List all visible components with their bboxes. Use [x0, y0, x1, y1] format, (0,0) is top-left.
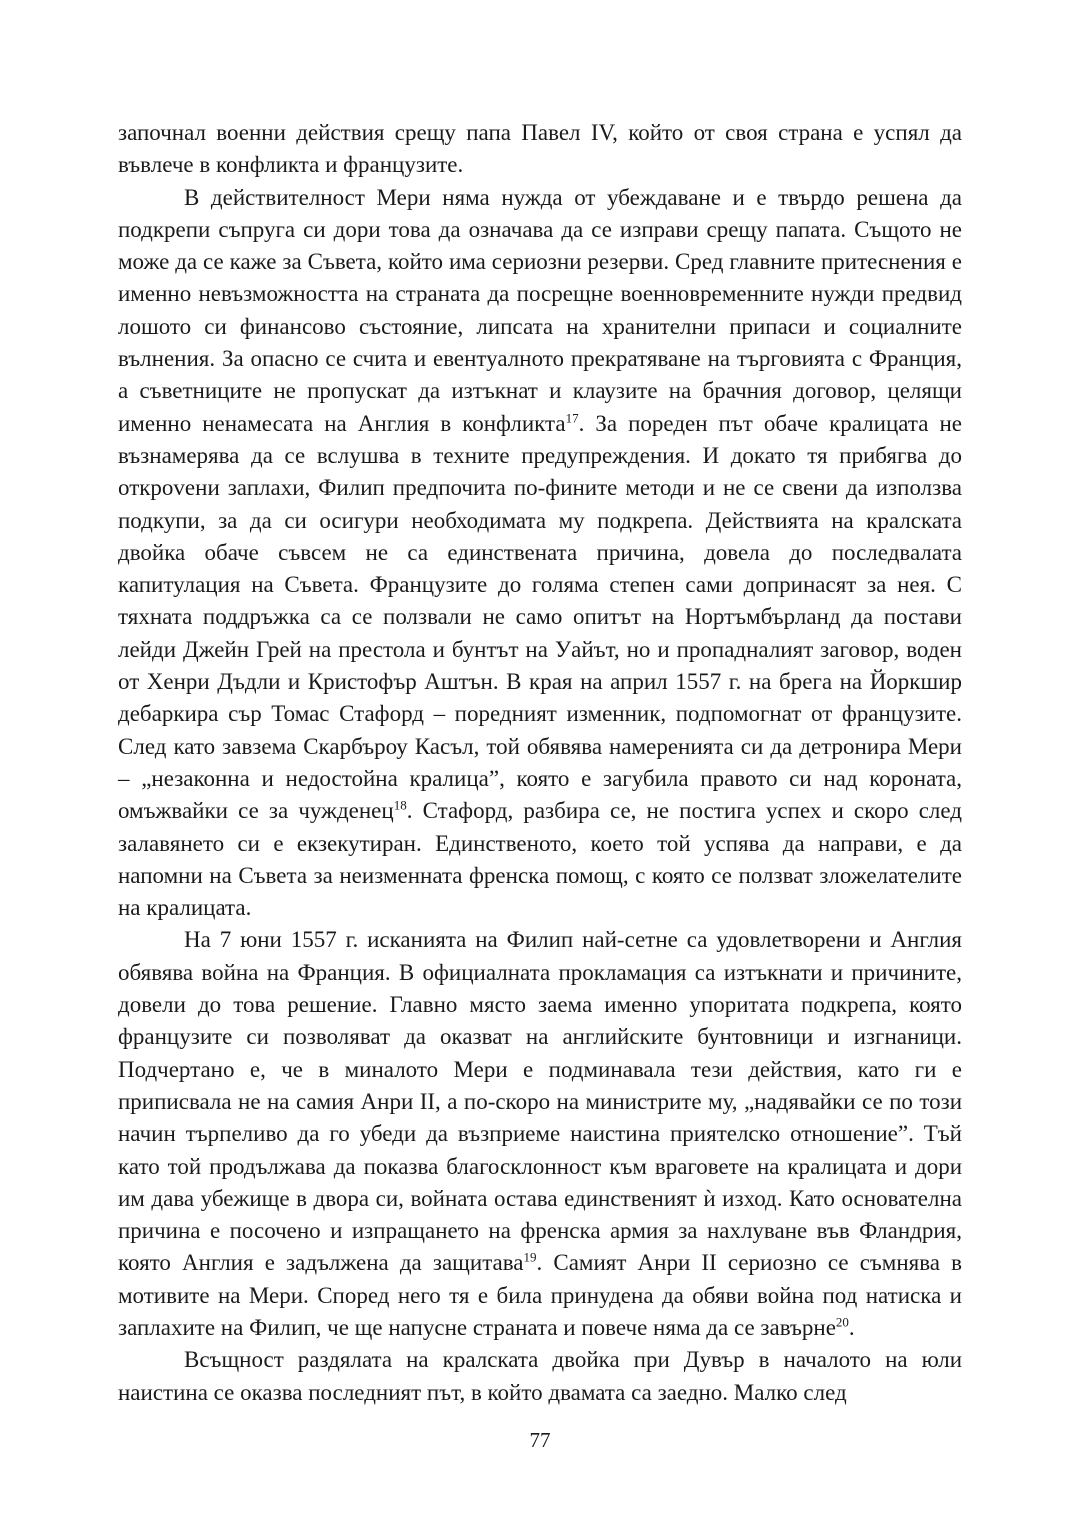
page-number: 77	[529, 1428, 551, 1452]
paragraph	[118, 117, 962, 182]
page-body	[118, 117, 962, 1409]
paragraph-text: . Самият Анри II сериозно се съмнява в мотивите на Мери. Според него тя е била принудена да обяви война под натиска и заплахите на Филип, че ще напусне страната и повече няма да се завърне	[118, 1250, 962, 1340]
paragraph	[118, 1344, 962, 1409]
paragraph-text: На 7 юни 1557 г. исканията на Филип най-сетне са удовлетворени и Англия обявява война на Франция. В официалната прокламация са изтъкнати и причините, довели до това решение. Главно място заема именно упоритата подкрепа, която французите си позволяват да оказват на английските бунтовници и изгнаници. Подчертано е, че в миналото Мери е подминавала тези действия, като ги е приписвала не на самия Анри II, а по-скоро на министрите му, „надявайки се по този начин търпеливо да го убеди да възприеме наистина приятелско отношение”. Тъй като той продължава да показва благосклонност към враговете на кралицата и дори им дава убежище в двора си, войната остава единственият ѝ изход. Като основателна причина е посочено и изпращането на френска армия за нахлуване във Фландрия, която Англия е задължена да защитава	[118, 927, 962, 1276]
paragraph	[118, 182, 962, 925]
footnote-ref[interactable]: 20	[835, 1314, 849, 1330]
paragraph-text: . Стафорд, разбира се, не постига успех и скоро след залавянето си е екзекутиран. Единственото, което той успява да направи, е да напомни на Съвета за неизменната френска помощ, с която се ползват зложелателите на кралицата.	[118, 798, 962, 921]
paragraph-text: .	[848, 1314, 855, 1340]
footnote-ref[interactable]: 19	[523, 1249, 537, 1265]
footnote-ref[interactable]: 17	[565, 410, 579, 426]
paragraph-text: започнал военни действия срещу папа Павел IV, който от своя страна е успял да въвлече в конфликта и французите.	[118, 120, 962, 178]
footnote-ref[interactable]: 18	[393, 797, 407, 813]
paragraph-text: Всъщност раздялата на кралската двойка при Дувър в началото на юли наистина се оказва последният път, в който двамата са заедно. Малко след	[118, 1347, 962, 1405]
paragraph	[118, 924, 962, 1344]
paragraph-text: В действителност Мери няма нужда от убеждаване и е твърдо решена да подкрепи съпруга си дори това да означава да се изправи срещу папата. Същото не може да се каже за Съвета, който има сериозни резерви. Сред главните притеснения е именно невъзможността на страната да посрещне военновременните нужди предвид лошото си финансово състояние, липсата на хранителни припаси и социалните вълнения. За опасно се счита и евентуалното прекратяване на търговията с Франция, а съветниците не пропускат да изтъкнат и клаузите на брачния договор, целящи именно ненамесата на Англия в конфликта	[118, 184, 962, 436]
paragraph-text: . За пореден път обаче кралицата не възнамерява да се вслушва в техните предупреждения. И докато тя прибягва до открovени заплахи, Филип предпочита по-фините методи и не се свени да използва подкупи, за да си осигури необходимата му подкрепа. Действията на кралската двойка обаче съвсем не са единствената причина, довела до последвалата капитулация на Съвета. Французите до голяма степен сами допринасят за нея. С тяхната поддръжка са се ползвали не само опитът на Нортъмбърланд да постави лейди Джейн Грей на престола и бунтът на Уайът, но и пропадналият заговор, воден от Хенри Дъдли и Кристофър Аштън. В края на април 1557 г. на брега на Йоркшир дебаркира сър Томас Стафорд – поредният изменник, подпомогнат от французите. След като завзема Скарбъроу Касъл, той обявява намеренията си да детронира Мери – „незаконна и недостойна кралица”, която е загубила правото си над короната, омъжвайки се за чужденец	[118, 410, 962, 824]
